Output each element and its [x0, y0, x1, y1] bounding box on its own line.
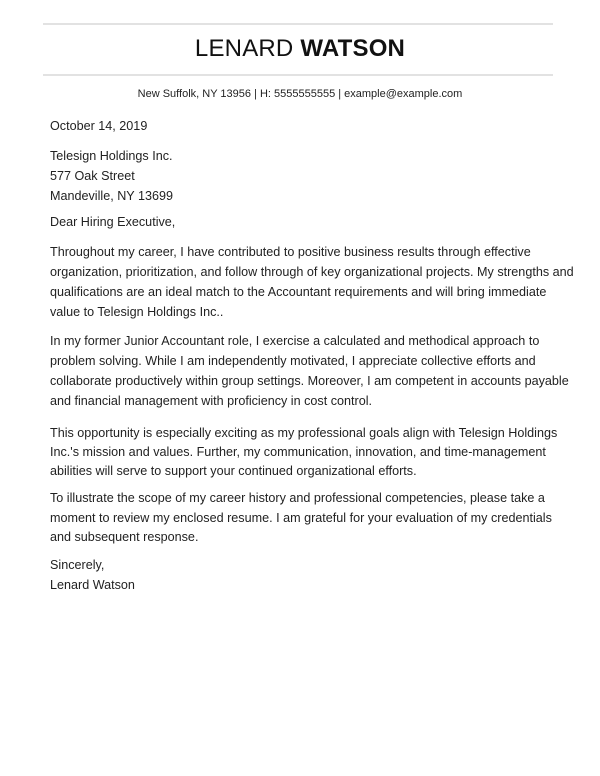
closing: Sincerely,	[50, 558, 105, 572]
letter-date: October 14, 2019	[50, 119, 148, 133]
header-bottom-divider	[43, 74, 553, 76]
paragraph-line: Inc.'s mission and values. Further, my communication, innovation, and time-management	[50, 445, 546, 459]
paragraph-2	[50, 331, 569, 411]
paragraph-line: moment to review my enclosed resume. I am grateful for your evaluation of my credentials	[50, 510, 552, 525]
recipient-address	[50, 146, 173, 206]
paragraph-line: problem solving. While I am independently motivated, I appreciate collective efforts and	[50, 354, 536, 368]
paragraph-line: and subsequent response.	[50, 530, 199, 544]
paragraph-line: value to Telesign Holdings Inc..	[50, 305, 224, 319]
recipient-city: Mandeville, NY 13699	[50, 189, 173, 203]
first-name: LENARD	[194, 35, 294, 62]
paragraph-4	[50, 489, 552, 548]
signature: Lenard Watson	[50, 578, 135, 592]
recipient-company: Telesign Holdings Inc.	[50, 149, 173, 163]
paragraph-line: In my former Junior Accountant role, I exercise a calculated and methodical approach to	[50, 334, 540, 348]
paragraph-1	[50, 242, 574, 322]
paragraph-line: organization, prioritization, and follow through of key organizational projects. My strengths and	[50, 265, 574, 279]
paragraph-line: collaborate productively within group settings. Moreover, I am competent in accounts payable	[50, 374, 569, 388]
contact-info: New Suffolk, NY 13956 | H: 5555555555 | example@example.com	[137, 88, 463, 100]
last-name: WATSON	[300, 35, 406, 62]
recipient-street: 577 Oak Street	[50, 169, 135, 183]
applicant-name	[0, 34, 600, 64]
paragraph-line: This opportunity is especially exciting as my professional goals align with Telesign Holdings	[50, 426, 558, 440]
paragraph-line: qualifications are an ideal match to the Accountant requirements and will bring immediate	[50, 285, 547, 299]
paragraph-3	[50, 424, 557, 481]
paragraph-line: To illustrate the scope of my career history and professional competencies, please take a	[50, 491, 545, 505]
salutation: Dear Hiring Executive,	[50, 215, 176, 229]
header-top-divider	[43, 23, 553, 25]
paragraph-line: Throughout my career, I have contributed to positive business results through effective	[50, 245, 531, 259]
paragraph-line: and financial management with proficiency in cost control.	[50, 394, 373, 408]
paragraph-line: abilities will serve to support your continued organizational efforts.	[50, 464, 417, 478]
